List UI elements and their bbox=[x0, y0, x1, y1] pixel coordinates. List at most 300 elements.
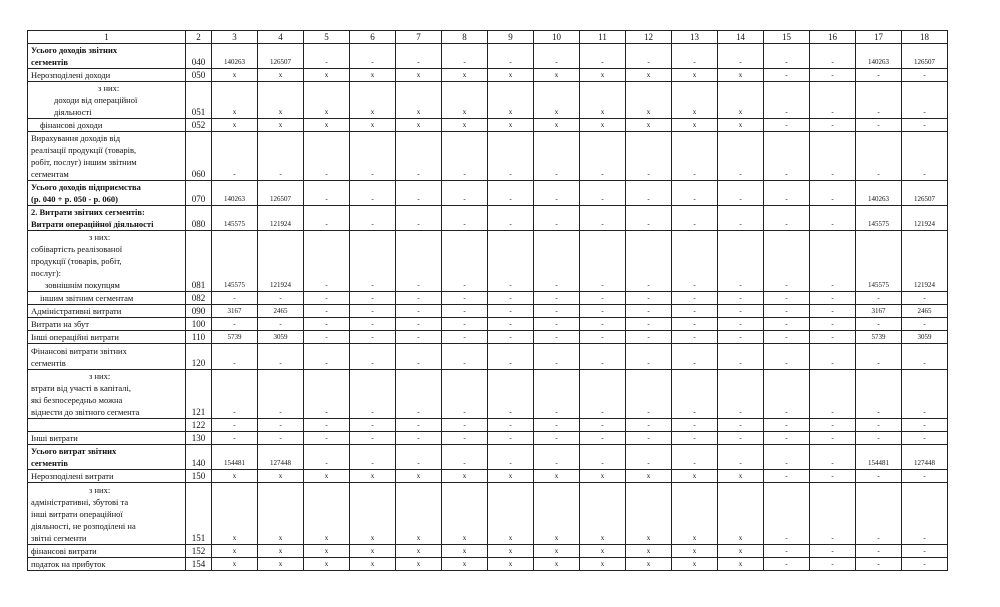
value-cell: - bbox=[580, 344, 626, 370]
value-cell: - bbox=[488, 331, 534, 344]
value-cell: x bbox=[350, 483, 396, 545]
row-label bbox=[28, 231, 186, 292]
value-cell: x bbox=[258, 545, 304, 558]
row-code: 122 bbox=[186, 419, 212, 432]
row-label bbox=[28, 344, 186, 370]
value-cell: - bbox=[488, 292, 534, 305]
value-cell: 145575 bbox=[212, 231, 258, 292]
value-cell: - bbox=[856, 82, 902, 119]
value-cell: - bbox=[856, 545, 902, 558]
value-cell: - bbox=[810, 69, 856, 82]
row-label-line: фінансові доходи bbox=[40, 120, 103, 130]
header-cell: 16 bbox=[810, 31, 856, 44]
value-cell: - bbox=[442, 44, 488, 69]
value-cell: - bbox=[396, 305, 442, 318]
value-cell: - bbox=[488, 370, 534, 419]
row-label bbox=[28, 419, 186, 432]
header-cell: 13 bbox=[672, 31, 718, 44]
row-label-line: сегментів bbox=[31, 57, 68, 67]
table-row bbox=[28, 483, 948, 545]
value-cell: - bbox=[350, 181, 396, 206]
value-cell: - bbox=[534, 344, 580, 370]
value-cell: - bbox=[396, 318, 442, 331]
row-label-line: (р. 040 + р. 050 - р. 060) bbox=[31, 194, 119, 204]
value-cell: - bbox=[764, 69, 810, 82]
table-row bbox=[28, 331, 948, 344]
value-cell: x bbox=[534, 82, 580, 119]
value-cell: - bbox=[534, 132, 580, 181]
value-cell: x bbox=[672, 119, 718, 132]
value-cell: - bbox=[258, 318, 304, 331]
value-cell: - bbox=[350, 305, 396, 318]
row-code: 150 bbox=[186, 470, 212, 483]
value-cell: x bbox=[718, 470, 764, 483]
value-cell: - bbox=[488, 344, 534, 370]
value-cell: - bbox=[442, 432, 488, 445]
row-label-line: іншим звітним сегментам bbox=[40, 293, 134, 303]
value-cell: - bbox=[442, 132, 488, 181]
value-cell: 5739 bbox=[856, 331, 902, 344]
row-label-line: Нерозподілені доходи bbox=[31, 70, 111, 80]
value-cell: - bbox=[580, 419, 626, 432]
value-cell: x bbox=[672, 545, 718, 558]
value-cell: - bbox=[396, 181, 442, 206]
value-cell: - bbox=[396, 445, 442, 470]
value-cell: - bbox=[442, 344, 488, 370]
value-cell: x bbox=[580, 483, 626, 545]
value-cell: x bbox=[672, 82, 718, 119]
value-cell: 3059 bbox=[902, 331, 948, 344]
value-cell: x bbox=[304, 69, 350, 82]
value-cell: 145575 bbox=[856, 206, 902, 231]
value-cell: 140263 bbox=[212, 44, 258, 69]
value-cell: x bbox=[718, 483, 764, 545]
value-cell: - bbox=[902, 558, 948, 571]
value-cell: - bbox=[718, 231, 764, 292]
value-cell: - bbox=[764, 370, 810, 419]
value-cell: - bbox=[764, 432, 810, 445]
value-cell: x bbox=[672, 558, 718, 571]
header-cell: 1 bbox=[28, 31, 186, 44]
row-label-line: з них: bbox=[89, 371, 111, 381]
value-cell: - bbox=[810, 119, 856, 132]
value-cell: x bbox=[212, 69, 258, 82]
value-cell: - bbox=[672, 132, 718, 181]
value-cell: - bbox=[856, 432, 902, 445]
header-cell: 10 bbox=[534, 31, 580, 44]
value-cell: - bbox=[534, 44, 580, 69]
value-cell: x bbox=[396, 558, 442, 571]
value-cell: x bbox=[212, 119, 258, 132]
value-cell: - bbox=[718, 44, 764, 69]
value-cell: - bbox=[626, 318, 672, 331]
value-cell: x bbox=[626, 558, 672, 571]
value-cell: - bbox=[764, 292, 810, 305]
table-row bbox=[28, 82, 948, 119]
value-cell: - bbox=[258, 419, 304, 432]
table-row bbox=[28, 470, 948, 483]
value-cell: - bbox=[442, 292, 488, 305]
value-cell: - bbox=[350, 206, 396, 231]
row-code: 060 bbox=[186, 132, 212, 181]
value-cell: 3167 bbox=[212, 305, 258, 318]
row-code: 152 bbox=[186, 545, 212, 558]
table-row bbox=[28, 292, 948, 305]
value-cell: x bbox=[442, 558, 488, 571]
value-cell: - bbox=[580, 370, 626, 419]
value-cell: 121924 bbox=[902, 231, 948, 292]
value-cell: - bbox=[350, 331, 396, 344]
header-cell: 11 bbox=[580, 31, 626, 44]
value-cell: - bbox=[902, 69, 948, 82]
value-cell: - bbox=[396, 44, 442, 69]
value-cell: - bbox=[580, 132, 626, 181]
value-cell: - bbox=[442, 318, 488, 331]
value-cell: - bbox=[902, 132, 948, 181]
value-cell: - bbox=[396, 331, 442, 344]
value-cell: - bbox=[534, 331, 580, 344]
value-cell: - bbox=[764, 181, 810, 206]
row-code: 100 bbox=[186, 318, 212, 331]
value-cell: - bbox=[580, 292, 626, 305]
value-cell: - bbox=[902, 370, 948, 419]
value-cell: - bbox=[810, 231, 856, 292]
row-code: 040 bbox=[186, 44, 212, 69]
value-cell: - bbox=[672, 305, 718, 318]
value-cell: - bbox=[672, 44, 718, 69]
value-cell: - bbox=[304, 318, 350, 331]
value-cell: - bbox=[810, 470, 856, 483]
row-label-line: діяльності bbox=[54, 107, 92, 117]
value-cell: - bbox=[626, 419, 672, 432]
value-cell: - bbox=[626, 44, 672, 69]
value-cell: - bbox=[856, 318, 902, 331]
value-cell: - bbox=[534, 206, 580, 231]
row-label bbox=[28, 206, 186, 231]
value-cell: - bbox=[534, 181, 580, 206]
value-cell: 126507 bbox=[902, 44, 948, 69]
value-cell: - bbox=[442, 181, 488, 206]
value-cell: - bbox=[580, 206, 626, 231]
value-cell: - bbox=[672, 419, 718, 432]
value-cell: - bbox=[856, 69, 902, 82]
value-cell: - bbox=[488, 44, 534, 69]
value-cell: x bbox=[396, 82, 442, 119]
row-label-line: Адміністративні витрати bbox=[31, 306, 122, 316]
value-cell: - bbox=[902, 318, 948, 331]
value-cell: x bbox=[672, 483, 718, 545]
value-cell: - bbox=[534, 445, 580, 470]
value-cell: x bbox=[350, 69, 396, 82]
value-cell: - bbox=[534, 305, 580, 318]
value-cell: - bbox=[902, 432, 948, 445]
value-cell: - bbox=[304, 445, 350, 470]
value-cell: - bbox=[856, 483, 902, 545]
row-label-line: реалізації продукції (товарів, bbox=[31, 145, 137, 155]
row-label-line: Витрати операційної діяльності bbox=[31, 219, 154, 229]
row-code: 050 bbox=[186, 69, 212, 82]
value-cell: x bbox=[718, 545, 764, 558]
table-row bbox=[28, 344, 948, 370]
table-row bbox=[28, 231, 948, 292]
row-label-line: інші витрати операційної bbox=[31, 509, 123, 519]
value-cell: x bbox=[580, 558, 626, 571]
row-label-line: Інші витрати bbox=[31, 433, 78, 443]
value-cell: - bbox=[488, 445, 534, 470]
row-label bbox=[28, 318, 186, 331]
value-cell: - bbox=[580, 305, 626, 318]
value-cell: - bbox=[350, 132, 396, 181]
value-cell: - bbox=[902, 119, 948, 132]
value-cell: x bbox=[258, 483, 304, 545]
value-cell: - bbox=[350, 432, 396, 445]
row-label-line: віднести до звітного сегмента bbox=[31, 407, 140, 417]
value-cell: x bbox=[258, 119, 304, 132]
header-row bbox=[28, 31, 948, 44]
value-cell: x bbox=[534, 558, 580, 571]
value-cell: x bbox=[396, 483, 442, 545]
row-code: 070 bbox=[186, 181, 212, 206]
value-cell: - bbox=[212, 370, 258, 419]
value-cell: x bbox=[534, 470, 580, 483]
value-cell: x bbox=[718, 69, 764, 82]
value-cell: x bbox=[304, 558, 350, 571]
value-cell: 140263 bbox=[856, 181, 902, 206]
value-cell: - bbox=[534, 370, 580, 419]
value-cell: - bbox=[718, 132, 764, 181]
value-cell: - bbox=[626, 231, 672, 292]
value-cell: - bbox=[764, 206, 810, 231]
value-cell: - bbox=[626, 331, 672, 344]
row-label bbox=[28, 470, 186, 483]
table-row bbox=[28, 305, 948, 318]
row-label bbox=[28, 82, 186, 119]
row-label-line: діяльності, не розподілені на bbox=[31, 521, 136, 531]
value-cell: - bbox=[718, 445, 764, 470]
value-cell: x bbox=[488, 470, 534, 483]
value-cell: x bbox=[304, 545, 350, 558]
row-label-line: Фінансові витрати звітних bbox=[31, 346, 127, 356]
value-cell: x bbox=[396, 545, 442, 558]
header-cell: 8 bbox=[442, 31, 488, 44]
value-cell: x bbox=[534, 545, 580, 558]
value-cell: - bbox=[718, 419, 764, 432]
value-cell: - bbox=[856, 344, 902, 370]
value-cell: - bbox=[304, 370, 350, 419]
row-label-line: адміністративні, збутові та bbox=[31, 497, 129, 507]
value-cell: - bbox=[580, 432, 626, 445]
value-cell: - bbox=[304, 419, 350, 432]
value-cell: - bbox=[902, 483, 948, 545]
row-label bbox=[28, 181, 186, 206]
row-label bbox=[28, 44, 186, 69]
value-cell: - bbox=[718, 181, 764, 206]
row-label bbox=[28, 432, 186, 445]
value-cell: x bbox=[396, 69, 442, 82]
value-cell: - bbox=[534, 432, 580, 445]
value-cell: - bbox=[442, 445, 488, 470]
row-label-line: робіт, послуг) іншим звітним bbox=[31, 157, 137, 167]
value-cell: - bbox=[304, 206, 350, 231]
row-label-line: сегментів bbox=[31, 458, 68, 468]
value-cell: - bbox=[442, 206, 488, 231]
table-row bbox=[28, 419, 948, 432]
value-cell: - bbox=[488, 432, 534, 445]
value-cell: - bbox=[856, 419, 902, 432]
value-cell: 154481 bbox=[856, 445, 902, 470]
value-cell: - bbox=[718, 292, 764, 305]
row-label bbox=[28, 119, 186, 132]
row-label bbox=[28, 370, 186, 419]
value-cell: - bbox=[488, 318, 534, 331]
value-cell: - bbox=[258, 292, 304, 305]
value-cell: x bbox=[396, 470, 442, 483]
table-row bbox=[28, 558, 948, 571]
value-cell: - bbox=[580, 331, 626, 344]
value-cell: - bbox=[672, 370, 718, 419]
row-code: 121 bbox=[186, 370, 212, 419]
value-cell: - bbox=[258, 132, 304, 181]
value-cell: - bbox=[718, 206, 764, 231]
value-cell: - bbox=[718, 370, 764, 419]
value-cell: 126507 bbox=[258, 181, 304, 206]
value-cell: - bbox=[304, 331, 350, 344]
value-cell: - bbox=[580, 318, 626, 331]
row-label-line: сегментам bbox=[31, 169, 69, 179]
value-cell: - bbox=[902, 82, 948, 119]
value-cell: - bbox=[810, 331, 856, 344]
value-cell: - bbox=[396, 432, 442, 445]
header-cell: 4 bbox=[258, 31, 304, 44]
value-cell: - bbox=[580, 231, 626, 292]
value-cell: - bbox=[764, 344, 810, 370]
row-label bbox=[28, 545, 186, 558]
value-cell: x bbox=[718, 558, 764, 571]
value-cell: - bbox=[534, 231, 580, 292]
value-cell: x bbox=[212, 483, 258, 545]
row-label bbox=[28, 445, 186, 470]
value-cell: - bbox=[672, 318, 718, 331]
value-cell: x bbox=[350, 558, 396, 571]
value-cell: - bbox=[580, 181, 626, 206]
row-label-line: Усього витрат звітних bbox=[31, 446, 117, 456]
value-cell: x bbox=[304, 82, 350, 119]
row-label bbox=[28, 483, 186, 545]
value-cell: - bbox=[350, 370, 396, 419]
row-label-line: доходи від операційної bbox=[54, 95, 138, 105]
row-label-line: собівартість реалізованої bbox=[31, 244, 123, 254]
value-cell: - bbox=[764, 305, 810, 318]
value-cell: - bbox=[396, 344, 442, 370]
row-code: 140 bbox=[186, 445, 212, 470]
value-cell: x bbox=[304, 119, 350, 132]
value-cell: - bbox=[810, 419, 856, 432]
value-cell: 2465 bbox=[258, 305, 304, 318]
header-cell: 14 bbox=[718, 31, 764, 44]
row-code: 151 bbox=[186, 483, 212, 545]
table-row bbox=[28, 545, 948, 558]
header-cell: 18 bbox=[902, 31, 948, 44]
value-cell: - bbox=[856, 558, 902, 571]
value-cell: - bbox=[810, 318, 856, 331]
value-cell: x bbox=[718, 82, 764, 119]
row-code: 110 bbox=[186, 331, 212, 344]
row-code: 130 bbox=[186, 432, 212, 445]
value-cell: x bbox=[488, 545, 534, 558]
row-label bbox=[28, 132, 186, 181]
table-row bbox=[28, 318, 948, 331]
value-cell: - bbox=[350, 231, 396, 292]
value-cell: - bbox=[718, 318, 764, 331]
value-cell: - bbox=[396, 206, 442, 231]
value-cell: - bbox=[764, 331, 810, 344]
value-cell: - bbox=[350, 445, 396, 470]
table-row bbox=[28, 69, 948, 82]
value-cell: - bbox=[810, 206, 856, 231]
value-cell: x bbox=[212, 82, 258, 119]
value-cell: 121924 bbox=[258, 206, 304, 231]
value-cell: - bbox=[258, 370, 304, 419]
segment-report-table bbox=[27, 30, 948, 571]
value-cell: - bbox=[764, 82, 810, 119]
value-cell: x bbox=[626, 470, 672, 483]
value-cell: x bbox=[534, 69, 580, 82]
row-label-line: з них: bbox=[89, 485, 111, 495]
value-cell: x bbox=[442, 69, 488, 82]
value-cell: - bbox=[672, 344, 718, 370]
row-label bbox=[28, 331, 186, 344]
value-cell: - bbox=[580, 44, 626, 69]
value-cell: - bbox=[396, 419, 442, 432]
row-code: 082 bbox=[186, 292, 212, 305]
value-cell: - bbox=[810, 305, 856, 318]
value-cell: - bbox=[810, 181, 856, 206]
value-cell: - bbox=[718, 331, 764, 344]
header-cell: 3 bbox=[212, 31, 258, 44]
value-cell: - bbox=[626, 432, 672, 445]
value-cell: 127448 bbox=[902, 445, 948, 470]
value-cell: x bbox=[258, 470, 304, 483]
value-cell: - bbox=[488, 206, 534, 231]
row-code: 154 bbox=[186, 558, 212, 571]
value-cell: - bbox=[350, 344, 396, 370]
value-cell: - bbox=[810, 558, 856, 571]
value-cell: x bbox=[672, 69, 718, 82]
value-cell: 126507 bbox=[258, 44, 304, 69]
row-label-line: які безпосередньо можна bbox=[31, 395, 123, 405]
value-cell: - bbox=[396, 292, 442, 305]
value-cell: x bbox=[212, 470, 258, 483]
value-cell: - bbox=[212, 432, 258, 445]
value-cell: - bbox=[212, 132, 258, 181]
row-label-line: Інші операційні витрати bbox=[31, 332, 119, 342]
value-cell: - bbox=[258, 344, 304, 370]
value-cell: - bbox=[304, 344, 350, 370]
row-label-line: продукції (товарів, робіт, bbox=[31, 256, 122, 266]
value-cell: - bbox=[304, 231, 350, 292]
table-row bbox=[28, 132, 948, 181]
value-cell: 3167 bbox=[856, 305, 902, 318]
value-cell: - bbox=[534, 419, 580, 432]
value-cell: - bbox=[304, 181, 350, 206]
value-cell: - bbox=[396, 231, 442, 292]
value-cell: x bbox=[304, 470, 350, 483]
value-cell: - bbox=[212, 344, 258, 370]
value-cell: - bbox=[442, 370, 488, 419]
row-label bbox=[28, 558, 186, 571]
value-cell: - bbox=[396, 132, 442, 181]
table-row bbox=[28, 206, 948, 231]
